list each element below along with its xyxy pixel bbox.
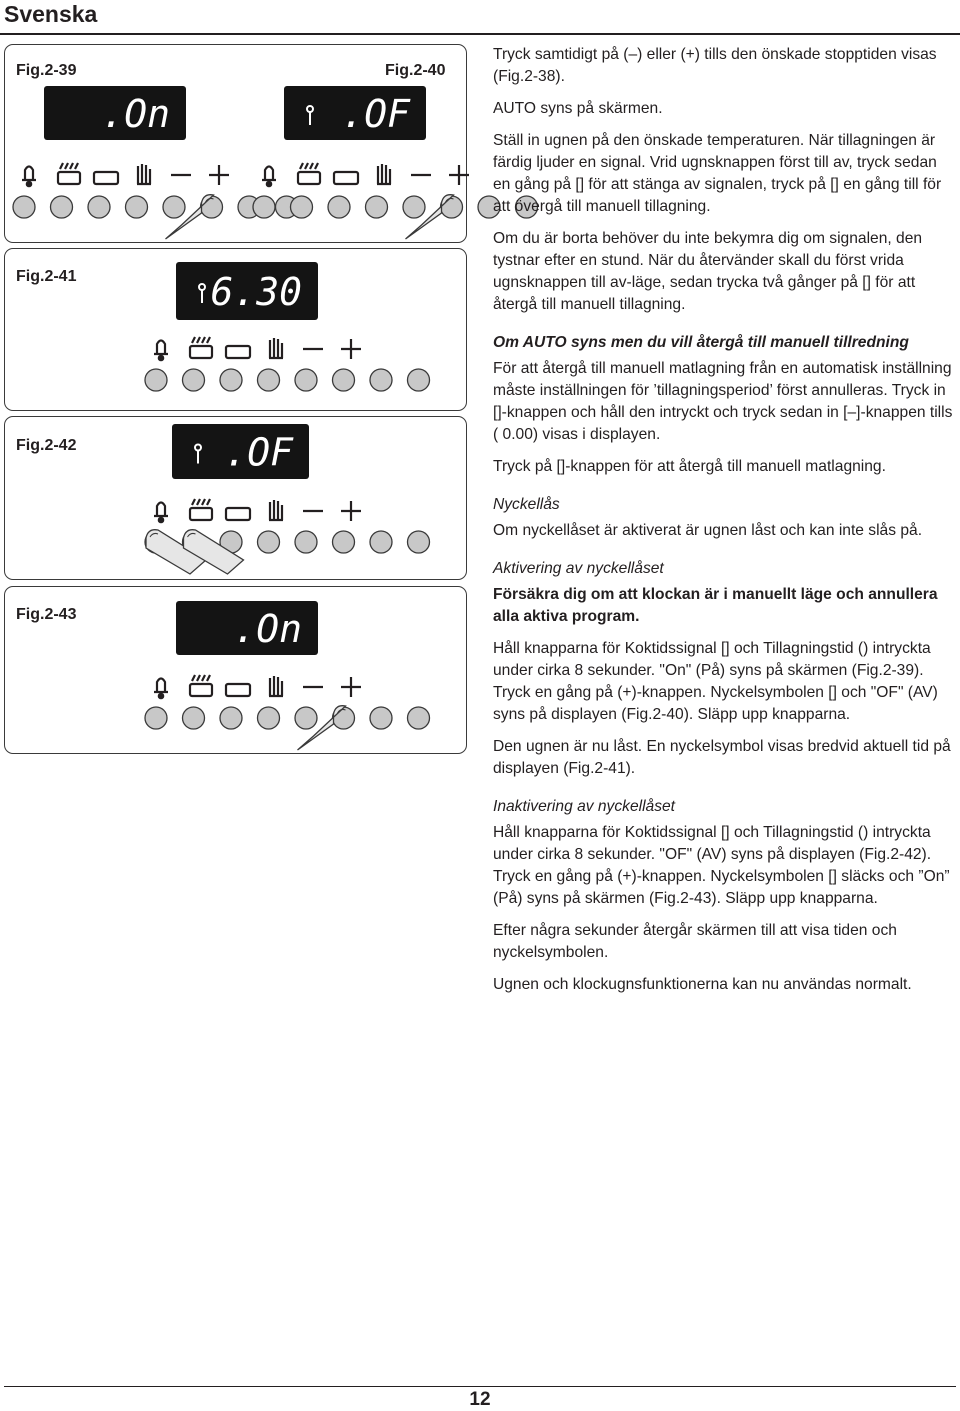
- lcd-readout: .On: [233, 607, 302, 651]
- bell-icon: [22, 167, 36, 187]
- paragraph: För att återgå till manuell matlagning från en automatisk inställning måste inställningen för ’tillagningsperiod’ först annulleras. Tryck in []-knappen och håll den intryckt och tryck sedan in [–]-knappen tills ( 0.00) visas i displayen.: [493, 360, 953, 443]
- key-icon: [195, 445, 201, 464]
- panel-button[interactable]: [13, 196, 35, 218]
- control-panel-4: [145, 431, 430, 575]
- control-panel-1: [13, 92, 298, 239]
- control-panel-3: [145, 270, 430, 391]
- paragraph: Ställ in ugnen på den önskade temperaturen. När tillagningen är färdig ljuder en signal. Vrid ugnsknappen först till av, tryck sedan en gång på [] för att stänga av signalen, tryck på [] en gång till för att övergå till manuell tillagning.: [493, 132, 942, 215]
- panel-button[interactable]: [258, 531, 280, 553]
- manual-hand-icon: [137, 164, 151, 184]
- panel-button[interactable]: [295, 707, 317, 729]
- footer-rule: [4, 1386, 956, 1387]
- panel-button[interactable]: [183, 369, 205, 391]
- lcd-readout: .On: [101, 92, 170, 136]
- panel-button[interactable]: [291, 196, 313, 218]
- end-time-icon: [334, 172, 358, 184]
- paragraph: Efter några sekunder återgår skärmen till att visa tiden och nyckelsymbolen.: [493, 922, 897, 961]
- bell-icon: [154, 679, 168, 699]
- lcd-readout: 6.30: [210, 270, 302, 314]
- end-time-icon: [94, 172, 118, 184]
- section-heading-auto: Om AUTO syns men du vill återgå till manuell tillredning: [493, 334, 909, 351]
- panel-button[interactable]: [370, 531, 392, 553]
- paragraph: Om du är borta behöver du inte bekymra dig om signalen, den tystnar efter en stund. När du återvänder skall du först vrida ugnsknappen till av-läge, sedan trycka två gånger på [] för att återgå till manuell tillagning.: [493, 230, 923, 313]
- end-time-icon: [226, 508, 250, 520]
- figure-label-2-43: Fig.2-43: [16, 606, 77, 623]
- panel-button[interactable]: [253, 196, 275, 218]
- cook-time-icon: [298, 163, 320, 184]
- paragraph-emphasis: Försäkra dig om att klockan är i manuellt läge och annullera alla aktiva program.: [493, 586, 938, 625]
- paragraph: Om nyckellåset är aktiverat är ugnen låst och kan inte slås på.: [493, 522, 923, 539]
- panel-button[interactable]: [220, 369, 242, 391]
- page-language-title: Svenska: [4, 1, 98, 27]
- panel-button[interactable]: [333, 531, 355, 553]
- panel-button[interactable]: [366, 196, 388, 218]
- page-number: 12: [469, 1389, 491, 1410]
- key-icon: [199, 284, 205, 303]
- figure-label-2-41: Fig.2-41: [16, 268, 77, 285]
- bell-icon: [154, 341, 168, 361]
- panel-button[interactable]: [163, 196, 185, 218]
- paragraph: Tryck på []-knappen för att återgå till manuell matlagning.: [493, 458, 886, 475]
- plus-icon: [341, 339, 361, 359]
- section-heading-deactivate: Inaktivering av nyckellåset: [493, 798, 676, 815]
- plus-icon: [341, 501, 361, 521]
- panel-button[interactable]: [328, 196, 350, 218]
- panel-button[interactable]: [258, 369, 280, 391]
- plus-icon: [449, 165, 469, 185]
- key-icon: [307, 106, 313, 125]
- panel-button[interactable]: [408, 369, 430, 391]
- manual-hand-icon: [269, 338, 283, 358]
- lcd-readout: .OF: [224, 430, 293, 475]
- section-heading-activate: Aktivering av nyckellåset: [493, 560, 664, 577]
- paragraph: Håll knapparna för Koktidssignal [] och Tillagningstid () intryckta under cirka 8 sekunder. "On" (På) syns på skärmen (Fig.2-39). Tryck en gång på (+)-knappen. Nyckelsymbolen [] och "OF" (AV) syns på displayen (Fig.2-40). Släpp upp knapparna.: [493, 640, 938, 723]
- cook-time-icon: [190, 499, 212, 520]
- panel-button[interactable]: [51, 196, 73, 218]
- panel-button[interactable]: [220, 707, 242, 729]
- panel-button[interactable]: [333, 369, 355, 391]
- paragraph: Ugnen och klockugnsfunktionerna kan nu användas normalt.: [493, 976, 912, 993]
- paragraph: Den ugnen är nu låst. En nyckelsymbol visas bredvid aktuell tid på displayen (Fig.2-41).: [493, 738, 951, 777]
- cook-time-icon: [190, 337, 212, 358]
- lcd-readout: .OF: [341, 92, 410, 136]
- figure-label-2-42: Fig.2-42: [16, 437, 77, 454]
- panel-button[interactable]: [295, 531, 317, 553]
- paragraph: Håll knapparna för Koktidssignal [] och Tillagningstid () intryckta under cirka 8 sekunder. "OF" (AV) syns på displayen (Fig.2-42). Tryck en gång på (+)-knappen. Nyckelsymbolen [] släcks och ”On” (På) syns på skärmen (Fig.2-43). Släpp upp knapparna.: [493, 824, 950, 907]
- plus-icon: [341, 677, 361, 697]
- panel-button[interactable]: [88, 196, 110, 218]
- cook-time-icon: [58, 163, 80, 184]
- control-panel-5: [145, 607, 430, 750]
- paragraph: Tryck samtidigt på (–) eller (+) tills den önskade stopptiden visas (Fig.2-38).: [493, 46, 937, 85]
- bell-icon: [262, 167, 276, 187]
- instructions-column: [493, 44, 958, 1006]
- panel-button[interactable]: [145, 369, 167, 391]
- panel-button[interactable]: [258, 707, 280, 729]
- panel-button[interactable]: [126, 196, 148, 218]
- section-heading-key-lock: Nyckellås: [493, 496, 560, 513]
- figure-label-2-39: Fig.2-39: [16, 62, 77, 79]
- bell-icon: [154, 503, 168, 523]
- figure-label-2-40: Fig.2-40: [385, 62, 446, 79]
- panel-button[interactable]: [145, 707, 167, 729]
- plus-icon: [209, 165, 229, 185]
- manual-hand-icon: [377, 164, 391, 184]
- cook-time-icon: [190, 675, 212, 696]
- end-time-icon: [226, 346, 250, 358]
- panel-button[interactable]: [183, 707, 205, 729]
- panel-button[interactable]: [370, 369, 392, 391]
- manual-hand-icon: [269, 500, 283, 520]
- paragraph: AUTO syns på skärmen.: [493, 100, 663, 117]
- panel-button[interactable]: [370, 707, 392, 729]
- panel-button[interactable]: [408, 707, 430, 729]
- panel-button[interactable]: [408, 531, 430, 553]
- panel-button[interactable]: [403, 196, 425, 218]
- manual-hand-icon: [269, 676, 283, 696]
- end-time-icon: [226, 684, 250, 696]
- panel-button[interactable]: [295, 369, 317, 391]
